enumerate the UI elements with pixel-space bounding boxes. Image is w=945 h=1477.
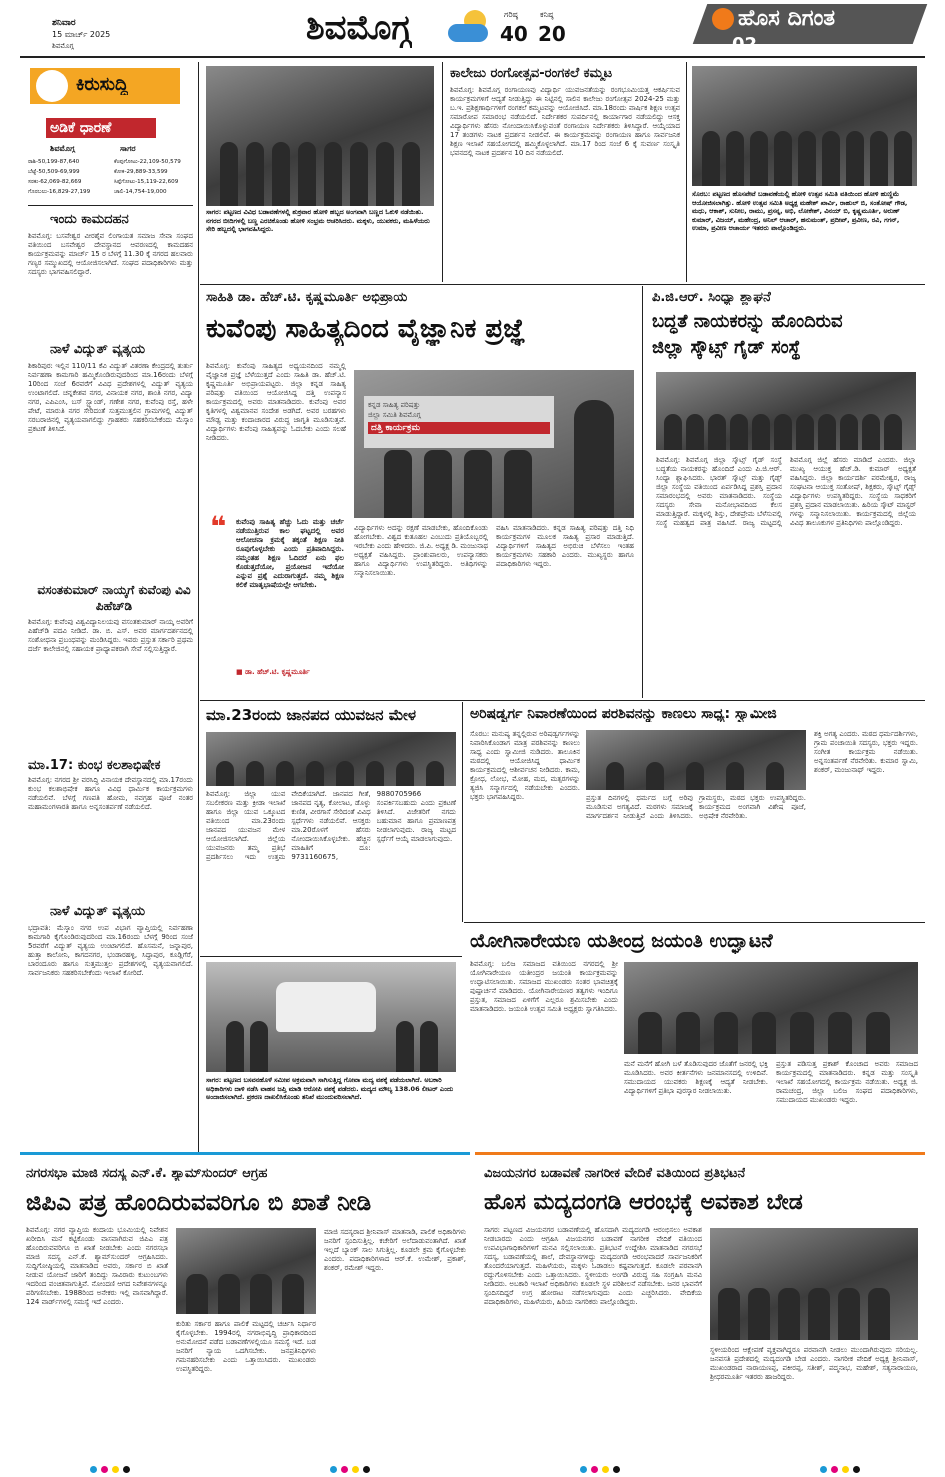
temp-max-label: ಗರಿಷ್ಠ <box>504 10 518 19</box>
scouts-headline-2: ಜಿಲ್ಲಾ ಸ್ಕೌಟ್ಸ್ ಗೈಡ್ ಸಂಸ್ಥೆ <box>652 337 801 358</box>
kuvempu-text2: ವಿದ್ಯಾರ್ಥಿಗಳು ಅದನ್ನು ರಕ್ಷಣೆ ಮಾಡಬೇಕು, ಹೊಂದಿಕೊಂಡು ಹೋಗಬೇಕು. ವಿಶ್ವದ ಕುತೂಹಲ ಎಂಬುದು ಪ್ರತಿಯೊಬ್ಬರಲ್ಲಿ ಇರಬೇಕು ಎಂದು ಹೇಳಿದರು. ಜಿ.ಪಿ. ಅಧ್ಯಕ್ಷ ಡಿ. ಮಂಜುನಾಥ ಅಧ್ಯಕ್ಷತೆ ವಹಿಸಿದ್ದರು. ಪ್ರಾಂಶುಪಾಲರು, ಉಪನ್ಯಾಸಕರು ಹಾಗೂ ವಿದ್ಯಾರ್ಥಿಗಳು ಉಪಸ್ಥಿತರಿದ್ದರು. ಅತಿಥಿಗಳನ್ನು ಸನ್ಮಾನಿಸಲಾಯಿತು. <box>354 524 488 577</box>
market-shimoga: ಶಿವಮೊಗ್ಗ <box>50 144 75 153</box>
seizure-photo <box>206 962 456 1072</box>
liquor-headline: ಹೊಸ ಮದ್ಯದಂಗಡಿ ಆರಂಭಕ್ಕೆ ಅವಕಾಶ ಬೇಡ <box>484 1190 803 1215</box>
price-row: ಸರಕು-62,069-82,669 <box>28 179 82 185</box>
seizure-caption: ಸಾಗರ: ಪಟ್ಟಣದ ಬಸವನಹೊಳೆ ಸಮೀಪ ಅಕ್ರಮವಾಗಿ ಸಾಗಿಸುತ್ತಿದ್ದ ಗೋವಾ ಮದ್ಯ ವಶಕ್ಕೆ ಪಡೆಯಲಾಗಿದೆ. ಅಬಕಾರಿ ಅಧಿಕಾರಿಗಳು ದಾಳಿ ನಡೆಸಿ ವಾಹನ ಜಪ್ತಿ ಮಾಡಿ ಆರೋಪಿ ವಶಕ್ಕೆ ಪಡೆದರು. ಮದ್ಯದ ಮೌಲ್ಯ 138.06 ಲೀಟರ್ ಎಂದು ಅಂದಾಜಿಸಲಾಗಿದೆ. ಪ್ರಕರಣ ದಾಖಲಿಸಿಕೊಂಡು ತನಿಖೆ ಮುಂದುವರಿಸಲಾಗಿದೆ. <box>206 1076 454 1101</box>
liquor-text1: ಸಾಗರ: ಪಟ್ಟಣದ ವಿಜಯನಗರ ಬಡಾವಣೆಯಲ್ಲಿ ಹೊಸದಾಗಿ ಮದ್ಯದಂಗಡಿ ಆರಂಭಿಸಲು ಅವಕಾಶ ನೀಡಬಾರದು ಎಂದು ಆಗ್ರಹಿಸಿ ವಿಜಯನಗರ ಬಡಾವಣೆ ನಾಗರೀಕ ವೇದಿಕೆ ವತಿಯಿಂದ ಉಪವಿಭಾಗಾಧಿಕಾರಿಗಳಿಗೆ ಮನವಿ ಸಲ್ಲಿಸಲಾಯಿತು. ಪ್ರತಿಭಟನೆ ಉದ್ದೇಶಿಸಿ ಮಾತನಾಡಿದ ನಗರಸಭೆ ಸದಸ್ಯ, ಬಡಾವಣೆಯಲ್ಲಿ ಶಾಲೆ, ದೇವಸ್ಥಾನಗಳಿದ್ದು ಮದ್ಯದಂಗಡಿ ಆರಂಭವಾದರೆ ಸಾರ್ವಜನಿಕರಿಗೆ ತೊಂದರೆಯಾಗುತ್ತದೆ. ಮಹಿಳೆಯರು, ಮಕ್ಕಳು ಓಡಾಡಲು ಕಷ್ಟವಾಗುತ್ತದೆ. ಕೂಡಲೇ ಪರವಾನಗಿ ರದ್ದುಗೊಳಿಸಬೇಕು ಎಂದು ಒತ್ತಾಯಿಸಿದರು. ಸ್ಥಳೀಯರು ಅಂಗಡಿ ವಿರುದ್ಧ ಸಹಿ ಸಂಗ್ರಹಿಸಿ ಮನವಿ ನೀಡಿದರು. ಅಬಕಾರಿ ಇಲಾಖೆ ಅಧಿಕಾರಿಗಳು ಕೂಡಲೇ ಸ್ಥಳ ಪರಿಶೀಲನೆ ನಡೆಸಬೇಕು. ಜನರ ಭಾವನೆಗೆ ಸ್ಪಂದಿಸದಿದ್ದರೆ ಉಗ್ರ ಹೋರಾಟ ನಡೆಸಲಾಗುವುದು ಎಂದು ಎಚ್ಚರಿಸಿದರು. ವೇದಿಕೆಯ ಪದಾಧಿಕಾರಿಗಳು, ಮಹಿಳೆಯರು, ಹಿರಿಯ ನಾಗರಿಕರು ಪಾಲ್ಗೊಂಡಿದ್ದರು. <box>484 1226 702 1306</box>
masthead-date: 15 ಮಾರ್ಚ್ 2025 <box>52 30 111 39</box>
market-sagara: ಸಾಗರ <box>120 144 136 153</box>
blue-divider <box>20 1152 470 1155</box>
brief2-text: ಶಿಕಾರಿಪುರ: ಇಲ್ಲಿನ 110/11 ಕೆವಿ ವಿದ್ಯುತ್ ವಿತರಣಾ ಕೇಂದ್ರದಲ್ಲಿ ತುರ್ತು ನಿರ್ವಹಣಾ ಕಾಮಗಾರಿ ಹಮ್ಮಿಕೊಂಡಿರುವುದರಿಂದ ಮಾ.16ರಂದು ಬೆಳಗ್ಗೆ 10ರಿಂದ ಸಂಜೆ 6ರವರೆಗೆ ವಿವಿಧ ಪ್ರದೇಶಗಳಲ್ಲಿ ವಿದ್ಯುತ್ ವ್ಯತ್ಯಯ ಉಂಟಾಗಲಿದೆ. ಚನ್ನಕೇಶವ ನಗರ, ವಿನಾಯಕ ನಗರ, ಶಾಂತಿ ನಗರ, ವಿದ್ಯಾ ನಗರ, ಎಪಿಎಂಸಿ, ಬಸ್ ಸ್ಟ್ಯಾಂಡ್, ಗಣೇಶ ನಗರ, ಕುವೆಂಪು ರಸ್ತೆ, ಹಳೇ ಪೇಟೆ, ಮಾರುತಿ ನಗರ ಸೇರಿದಂತೆ ಸುತ್ತಮುತ್ತಲಿನ ಗ್ರಾಮಗಳಲ್ಲಿ ವಿದ್ಯುತ್ ಸರಬರಾಜಿನಲ್ಲಿ ವ್ಯತ್ಯಯವಾಗಲಿದ್ದು ಗ್ರಾಹಕರು ಸಹಕರಿಸಬೇಕೆಂದು ಮೆಸ್ಕಾಂ ಪ್ರಕಟಣೆ ತಿಳಿಸಿದೆ. <box>28 362 193 433</box>
price-row: ಗೊರಬಲು-16,829-27,199 <box>28 189 91 195</box>
yogi-headline: ಯೋಗಿನಾರೇಯಣ ಯತೀಂದ್ರ ಜಯಂತಿ ಉದ್ಘಾಟನೆ <box>470 930 773 952</box>
registration-marks-mid <box>330 1458 380 1466</box>
ahankara-text1: ಸೊರಬ: ಮನುಷ್ಯ ತನ್ನಲ್ಲಿರುವ ಅರಿಷಡ್ವರ್ಗಗಳನ್ನು ನಿವಾರಿಸಿಕೊಂಡಾಗ ಮಾತ್ರ ಪರಶಿವನನ್ನು ಕಾಣಲು ಸಾಧ್ಯ ಎಂದು ಸ್ವಾಮೀಜಿ ನುಡಿದರು. ತಾಲೂಕಿನ ಮಠದಲ್ಲಿ ಆಯೋಜಿಸಿದ್ದ ಧಾರ್ಮಿಕ ಕಾರ್ಯಕ್ರಮದಲ್ಲಿ ಆಶೀರ್ವಚನ ನೀಡಿದರು. ಕಾಮ, ಕ್ರೋಧ, ಲೋಭ, ಮೋಹ, ಮದ, ಮತ್ಸರಗಳನ್ನು ತ್ಯಜಿಸಿ ಸನ್ಮಾರ್ಗದಲ್ಲಿ ನಡೆಯಬೇಕು ಎಂದರು. ಭಕ್ತರು ಭಾಗವಹಿಸಿದ್ದರು. <box>470 730 580 801</box>
khata-text2: ಕುರಿತು ಸರ್ಕಾರ ಹಾಗೂ ಪಾಲಿಕೆ ಮಟ್ಟದಲ್ಲಿ ಚರ್ಚಿಸಿ ನಿರ್ಧಾರ ಕೈಗೊಳ್ಳಬೇಕು. 1994ರಲ್ಲಿ ನಗರಾಭಿವೃದ್ಧಿ ಪ್ರಾಧಿಕಾರದಿಂದ ಅನುಮೋದನೆ ಪಡೆದ ಬಡಾವಣೆಗಳಲ್ಲಿಯೂ ಸಮಸ್ಯೆ ಇದೆ. ಬಡ ಜನರಿಗೆ ನ್ಯಾಯ ಒದಗಿಸಬೇಕು. ಜನಪ್ರತಿನಿಧಿಗಳು ಗಮನಹರಿಸಬೇಕು ಎಂದು ಒತ್ತಾಯಿಸಿದರು. ಮುಖಂಡರು ಉಪಸ್ಥಿತರಿದ್ದರು. <box>176 1320 316 1373</box>
scouts-headline-1: ಬದ್ಧತೆ ನಾಯಕರನ್ನು ಹೊಂದಿರುವ <box>652 311 843 332</box>
registration-marks-far-right <box>820 1458 870 1466</box>
temp-max: 40 <box>500 22 528 46</box>
brief5-title: ನಾಳೆ ವಿದ್ಯುತ್ ವ್ಯತ್ಯಯ <box>50 904 146 919</box>
paper-logo-icon <box>712 8 734 30</box>
khata-headline: ಜಿಪಿಎ ಪತ್ರ ಹೊಂದಿರುವವರಿಗೂ ಬಿ ಖಾತೆ ನೀಡಿ <box>26 1190 372 1216</box>
protest-photo <box>710 1228 918 1340</box>
brief2-title: ನಾಳೆ ವಿದ್ಯುತ್ ವ್ಯತ್ಯಯ <box>50 342 146 357</box>
sagara-prices <box>114 157 196 197</box>
masthead-day: ಶನಿವಾರ <box>52 18 76 28</box>
rangotsava-text: ಶಿವಮೊಗ್ಗ: ಶಿವಮೊಗ್ಗ ರಂಗಾಯಣವು ವಿದ್ಯಾರ್ಥಿ ಯುವಜನತೆಯನ್ನು ರಂಗಭೂಮಿಯತ್ತ ಆಕರ್ಷಿಸುವ ಕಾರ್ಯಕ್ರಮಗಳಿಗೆ ಆದ್ಯತೆ ನೀಡುತ್ತಿದ್ದು ಈ ನಿಟ್ಟಿನಲ್ಲಿ ಸಾಲಿನ ಕಾಲೇಜು ರಂಗೋತ್ಸವ 2024-25 ಮತ್ತು ಬ.ಇ. ಪ್ರಶಿಕ್ಷಣಾರ್ಥಿಗಳಿಗೆ ರಂಗಕಲೆ ಕಮ್ಮಟವನ್ನು ಆಯೋಜಿಸಿದೆ. ಮಾ.18ರಂದು ವಾರ್ಷಿಕ ಶಿಕ್ಷಣ ಉತ್ಸವ ಸಮಾರೋಪ ಸಮಾರಂಭ ನಡೆಯಲಿದೆ. ನಿರ್ದೇಶಕರ ಸುಪರ್ದಿನಲ್ಲಿ ಕಾರ್ಯಾಗಾರ ನಡೆಯಲಿದ್ದು ಆಸಕ್ತ ವಿದ್ಯಾರ್ಥಿಗಳು ಹೆಸರು ನೋಂದಾಯಿಸಿಕೊಳ್ಳುವಂತೆ ರಂಗಾಯಣ ನಿರ್ದೇಶಕರು ತಿಳಿಸಿದ್ದಾರೆ. ಆಯ್ಕೆಯಾದ 17 ತಂಡಗಳು ನಾಟಕ ಪ್ರದರ್ಶನ ನೀಡಲಿವೆ. ಈ ಕಾರ್ಯಕ್ರಮವನ್ನು ರಂಗಾಯಣ ಹಾಗೂ ಸಾರ್ವಜನಿಕ ಶಿಕ್ಷಣ ಇಲಾಖೆ ಸಹಯೋಗದಲ್ಲಿ ಹಮ್ಮಿಕೊಳ್ಳಲಾಗಿದೆ. ಮಾ.17 ರಿಂದ ಸಂಜೆ 6 ಕ್ಕೆ ಸುವರ್ಣ ಸಂಸ್ಕೃತಿ ಭವನದಲ್ಲಿ ನಾಟಕ ಪ್ರದರ್ಶನ 10 ದಿನ ನಡೆಯಲಿದೆ. <box>450 86 680 157</box>
banner-line3: ದತ್ತಿ ಕಾರ್ಯಕ್ರಮ <box>368 422 550 434</box>
press-meet-photo <box>176 1228 316 1314</box>
scouts-photo <box>656 372 916 450</box>
price-row: ಚಾಲಿ-14,754-19,000 <box>114 189 167 195</box>
ahankara-headline: ಅರಿಷಡ್ವರ್ಗ ನಿವಾರಣೆಯಿಂದ ಪರಶಿವನನ್ನು ಕಾಣಲು ಸಾಧ್ಯ: ಸ್ವಾಮೀಜಿ <box>470 706 777 722</box>
banner-line1: ಕನ್ನಡ ಸಾಹಿತ್ಯ ಪರಿಷತ್ತು <box>368 401 421 409</box>
brief5-text: ಭದ್ರಾವತಿ: ಮೆಸ್ಕಾಂ ನಗರ ಉಪ ವಿಭಾಗ ವ್ಯಾಪ್ತಿಯಲ್ಲಿ ನಿರ್ವಹಣಾ ಕಾಮಗಾರಿ ಕೈಗೊಂಡಿರುವುದರಿಂದ ಮಾ.16ರಂದು ಬೆಳಗ್ಗೆ 9ರಿಂದ ಸಂಜೆ 5ರವರೆಗೆ ವಿದ್ಯುತ್ ವ್ಯತ್ಯಯ ಉಂಟಾಗಲಿದೆ. ಹೊಸಮನೆ, ಜನ್ನಾಪುರ, ಹುತ್ತಾ ಕಾಲೋನಿ, ಕಾಗದನಗರ, ಭಂಡಾರಹಳ್ಳಿ, ಸಿದ್ಧಾಪುರ, ಕೂಡ್ಲಿಗೆರೆ, ಬಾರಂದೂರು ಹಾಗೂ ಸುತ್ತಮುತ್ತಲ ಪ್ರದೇಶಗಳಲ್ಲಿ ವ್ಯತ್ಯಯವಾಗಲಿದೆ. ಸಾರ್ವಜನಿಕರು ಸಹಕರಿಸಬೇಕೆಂದು ಇಲಾಖೆ ಕೋರಿದೆ. <box>28 924 193 977</box>
kirusuddi-label: ಕಿರುಸುದ್ದಿ <box>76 74 129 95</box>
quote-icon: ❝ <box>210 510 227 543</box>
khata-text1: ಶಿವಮೊಗ್ಗ: ನಗರ ವ್ಯಾಪ್ತಿಯ ಕಂದಾಯ ಭೂಮಿಯಲ್ಲಿ ನಿವೇಶನ ಖರೀದಿಸಿ ಮನೆ ಕಟ್ಟಿಕೊಂಡು ವಾಸವಾಗಿರುವ ಜಿಪಿಎ ಪತ್ರ ಹೊಂದಿರುವವರಿಗೂ ಬಿ ಖಾತೆ ನೀಡಬೇಕು ಎಂದು ನಗರಸಭಾ ಮಾಜಿ ಸದಸ್ಯ ಎನ್.ಕೆ. ಶ್ಯಾಮ್‌ಸುಂದರ್ ಆಗ್ರಹಿಸಿದರು. ಸುದ್ದಿಗೋಷ್ಠಿಯಲ್ಲಿ ಮಾತನಾಡಿದ ಅವರು, ಸರ್ಕಾರ ಬಿ ಖಾತೆ ನೀಡುವ ಯೋಜನೆ ಜಾರಿಗೆ ತಂದಿದ್ದು ಸಾವಿರಾರು ಕುಟುಂಬಗಳು ಇದರಿಂದ ವಂಚಿತವಾಗುತ್ತಿವೆ. ನೋಂದಣಿ ಆಗದ ನಿವೇಶನಗಳನ್ನೂ ಪರಿಗಣಿಸಬೇಕು. 1988ರಿಂದ ಅನೇಕರು ಇಲ್ಲಿ ವಾಸವಾಗಿದ್ದಾರೆ. 124 ವಾರ್ಡ್‌ಗಳಲ್ಲಿ ಸಮಸ್ಯೆ ಇದೆ ಎಂದರು. <box>26 1226 168 1306</box>
holi-sorab-caption: ಸೊರಬ: ಪಟ್ಟಣದ ಹೊಸಪೇಟೆ ಬಡಾವಣೆಯಲ್ಲಿ ಹೋಳಿ ಉತ್ಸವ ಸಮಿತಿ ವತಿಯಿಂದ ಹೋಳಿ ಹುಣ್ಣಿಮೆ ಆಯೋಜಿಸಲಾಗಿತ್ತು. ಹೋಳಿ ಉತ್ಸವ ಸಮಿತಿ ಅಧ್ಯಕ್ಷ ಮಹೇಶ್ ಖಾರ್ವಿ, ರಾಹುಲ್ ಬಿ, ಸಂತೋಷ್ ಗೌಡ, ಮಧು, ಆಕಾಶ್, ಸುನೀಲ, ರಾಮು, ಪ್ರಸನ್ನ, ಅಭಿ, ಲೋಕೇಶ್, ವಿನಯ್ ಬಿ, ಕೃಷ್ಣಮೂರ್ತಿ, ಅರುಣ್ ಕುಮಾರ್, ವಿಜಯ್, ಮಹೇಂದ್ರ, ಅನಿಲ್ ಆಚಾರ್, ಹನುಮಂತ್, ಪ್ರದೀಪ್, ಪ್ರವೀಣ, ರವಿ, ಗಗನ್, ಉಮಾ, ಪ್ರವೀಣ ಆಚಾರ್ಯ ಇತರರು ಪಾಲ್ಗೊಂಡಿದ್ದರು. <box>692 190 908 232</box>
kuvempu-kicker: ಸಾಹಿತಿ ಡಾ. ಹೆಚ್.ಟಿ. ಕೃಷ್ಣಮೂರ್ತಿ ಅಭಿಪ್ರಾಯ <box>206 290 408 305</box>
temp-min: 20 <box>538 22 566 46</box>
weather-icon <box>446 10 496 44</box>
quote-author: ■ ಡಾ. ಹೆಚ್.ಟಿ. ಕೃಷ್ಣಮೂರ್ತಿ <box>236 668 310 676</box>
holi-caption: ಸಾಗರ: ಪಟ್ಟಣದ ವಿವಿಧ ಬಡಾವಣೆಗಳಲ್ಲಿ ಶುಕ್ರವಾರ ಹೋಳಿ ಹಬ್ಬದ ಅಂಗವಾಗಿ ಬಣ್ಣದ ಓಕುಳಿ ನಡೆಯಿತು. ನಗರದ ಬೀದಿಗಳಲ್ಲಿ ಬಣ್ಣ ಎರಚಿಕೊಂಡು ಹೋಳಿ ಸಂಭ್ರಮ ಆಚರಿಸಿದರು. ಮಕ್ಕಳು, ಯುವಕರು, ಮಹಿಳೆಯರು ಸೇರಿ ಹಬ್ಬದಲ್ಲಿ ಭಾಗವಹಿಸಿದ್ದರು. <box>206 208 430 233</box>
ahankara-photo <box>586 730 806 790</box>
megaphone-icon <box>36 70 68 102</box>
yogi-text2: ಮನೆ ಮನೆಗೆ ಹೋಗಿ ಬಳೆ ತೊಡಿಸುವುದರ ಜೊತೆಗೆ ಜನರಲ್ಲಿ ಭಕ್ತಿ ಮೂಡಿಸಿದರು. ಅವರ ಕೀರ್ತನೆಗಳು ಜನಮಾನಸದಲ್ಲಿ ಉಳಿದಿವೆ. ಸಮುದಾಯದ ಯುವಕರು ಶಿಕ್ಷಣಕ್ಕೆ ಆದ್ಯತೆ ನೀಡಬೇಕು. ವಿದ್ಯಾರ್ಥಿಗಳಿಗೆ ಪ್ರತಿಭಾ ಪುರಸ್ಕಾರ ನೀಡಲಾಯಿತು. <box>624 1060 768 1095</box>
page-number: 02 <box>732 34 758 55</box>
brief1-title: ಇಂದು ಕಾಮದಹನ <box>50 212 129 227</box>
masthead-place: ಶಿವಮೊಗ್ಗ <box>52 42 74 50</box>
orange-divider <box>475 1152 925 1155</box>
banner-line2: ಜಿಲ್ಲಾ ಸಮಿತಿ ಶಿವಮೊಗ್ಗ <box>368 411 421 419</box>
rangotsava-title: ಕಾಲೇಜು ರಂಗೋತ್ಸವ-ರಂಗಕಲೆ ಕಮ್ಮಟ <box>450 66 613 81</box>
price-row: ಸಿಪ್ಪೆಗೋಟು-15,119-22,609 <box>114 179 179 185</box>
quote-author-name: ಡಾ. ಹೆಚ್.ಟಿ. ಕೃಷ್ಣಮೂರ್ತಿ <box>245 668 310 676</box>
khata-text3: ಮಾಜಿ ಸದಸ್ಯರಾದ ಶ್ರೀನಿವಾಸ್ ಮಾತನಾಡಿ, ಪಾಲಿಕೆ ಅಧಿಕಾರಿಗಳು ಜನರಿಗೆ ಸ್ಪಂದಿಸುತ್ತಿಲ್ಲ. ಕಚೇರಿಗೆ ಅಲೆದಾಡುವಂತಾಗಿದೆ. ಖಾತೆ ಇಲ್ಲದೆ ಬ್ಯಾಂಕ್ ಸಾಲ ಸಿಗುತ್ತಿಲ್ಲ. ಕೂಡಲೇ ಕ್ರಮ ಕೈಗೊಳ್ಳಬೇಕು ಎಂದರು. ಪದಾಧಿಕಾರಿಗಳಾದ ಆರ್.ಕೆ. ಉಮೇಶ್, ಪ್ರಕಾಶ್, ಶಂಕರ್, ರಮೇಶ್ ಇದ್ದರು. <box>324 1228 466 1272</box>
brief3-text: ಶಿವಮೊಗ್ಗ: ಕುವೆಂಪು ವಿಶ್ವವಿದ್ಯಾನಿಲಯವು ವಸಂತಕುಮಾರ್ ನಾಯ್ಕ ಅವರಿಗೆ ಪಿಹೆಚ್‌ಡಿ ಪದವಿ ನೀಡಿದೆ. ಡಾ. ಬಿ. ಎಸ್. ಅವರ ಮಾರ್ಗದರ್ಶನದಲ್ಲಿ ಸಂಶೋಧನಾ ಪ್ರಬಂಧವನ್ನು ಮಂಡಿಸಿದ್ದರು. ಇವರು ಪ್ರಸ್ತುತ ಸರ್ಕಾರಿ ಪ್ರಥಮ ದರ್ಜೆ ಕಾಲೇಜಿನಲ್ಲಿ ಸಹಾಯಕ ಪ್ರಾಧ್ಯಾಪಕರಾಗಿ ಸೇವೆ ಸಲ್ಲಿಸುತ್ತಿದ್ದಾರೆ. <box>28 618 193 653</box>
scouts-kicker: ಪಿ.ಜಿ.ಆರ್. ಸಿಂಧ್ಯಾ ಶ್ಲಾಘನೆ <box>652 290 771 305</box>
registration-marks-right <box>580 1458 630 1466</box>
liquor-text2: ಸ್ಥಳೀಯರಿಂದ ಆಕ್ಷೇಪಣೆ ವ್ಯಕ್ತವಾಗಿದ್ದರೂ ಪರವಾನಗಿ ನೀಡಲು ಮುಂದಾಗಿರುವುದು ಸರಿಯಲ್ಲ. ಜನವಸತಿ ಪ್ರದೇಶದಲ್ಲಿ ಮದ್ಯದಂಗಡಿ ಬೇಡ ಎಂದರು. ನಾಗರೀಕ ವೇದಿಕೆ ಅಧ್ಯಕ್ಷ ಶ್ರೀನಿವಾಸ್, ಮುಖಂಡರಾದ ನಾರಾಯಣಪ್ಪ, ಪಕೀರಪ್ಪ, ಸತೀಶ್, ಪದ್ಮನಾಭ, ಮಹೇಶ್, ಸತ್ಯನಾರಾಯಣ, ಶ್ರೀಧರಮೂರ್ತಿ ಇತರರು ಹಾಜರಿದ್ದರು. <box>710 1346 918 1381</box>
liquor-kicker: ವಿಜಯನಗರ ಬಡಾವಣೆ ನಾಗರೀಕ ವೇದಿಕೆ ವತಿಯಿಂದ ಪ್ರತಿಭಟನೆ <box>484 1166 746 1181</box>
masthead-rule <box>20 56 925 58</box>
temp-min-label: ಕನಿಷ್ಠ <box>540 10 554 19</box>
ahankara-text2: ಪ್ರಸ್ತುತ ದಿನಗಳಲ್ಲಿ ಧರ್ಮದ ಬಗ್ಗೆ ಅರಿವು ಮೂಡಿಸುವ ಅಗತ್ಯವಿದೆ. ಮಠಗಳು ಸಮಾಜಕ್ಕೆ ಮಾರ್ಗದರ್ಶನ ನೀಡುತ್ತಿವೆ ಎಂದು ತಿಳಿಸಿದರು. ಗ್ರಾಮಸ್ಥರು, ಮಠದ ಭಕ್ತರು ಉಪಸ್ಥಿತರಿದ್ದರು. ಕಾರ್ಯಕ್ರಮದ ಅಂಗವಾಗಿ ವಿಶೇಷ ಪೂಜೆ, ಅಭಿಷೇಕ ನೆರವೇರಿತು. <box>586 794 806 820</box>
price-row: ಕೆಂಪುಗೋಟು-22,109-50,579 <box>114 159 181 165</box>
price-row: ಬೆಟ್ಟೆ-50,509-69,999 <box>28 169 80 175</box>
brief4-title: ಮಾ.17: ಕುಂಭ ಕಲಶಾಭಿಷೇಕ <box>28 758 161 773</box>
scouts-text: ಶಿವಮೊಗ್ಗ: ಶಿವಮೊಗ್ಗ ಜಿಲ್ಲಾ ಸ್ಕೌಟ್ಸ್ ಗೈಡ್ ಸಂಸ್ಥೆ ಬದ್ಧತೆಯ ನಾಯಕರನ್ನು ಹೊಂದಿದೆ ಎಂದು ಪಿ.ಜಿ.ಆರ್. ಸಿಂಧ್ಯಾ ಶ್ಲಾಘಿಸಿದರು. ಭಾರತ್ ಸ್ಕೌಟ್ಸ್ ಮತ್ತು ಗೈಡ್ಸ್ ಜಿಲ್ಲಾ ಸಂಸ್ಥೆಯ ವತಿಯಿಂದ ಏರ್ಪಡಿಸಿದ್ದ ಪ್ರಶಸ್ತಿ ಪ್ರದಾನ ಸಮಾರಂಭದಲ್ಲಿ ಅವರು ಮಾತನಾಡಿದರು. ಸಂಸ್ಥೆಯ ಸದಸ್ಯರು ಸೇವಾ ಮನೋಭಾವದಿಂದ ಕೆಲಸ ಮಾಡುತ್ತಿದ್ದಾರೆ. ಮಕ್ಕಳಲ್ಲಿ ಶಿಸ್ತು, ದೇಶಪ್ರೇಮ ಬೆಳೆಸುವಲ್ಲಿ ಸಂಸ್ಥೆ ಮಹತ್ವದ ಪಾತ್ರ ವಹಿಸಿದೆ. ರಾಜ್ಯ ಮಟ್ಟದಲ್ಲಿ ಶಿವಮೊಗ್ಗ ಜಿಲ್ಲೆ ಹೆಸರು ಮಾಡಿದೆ ಎಂದರು. ಜಿಲ್ಲಾ ಮುಖ್ಯ ಆಯುಕ್ತ ಹೆಚ್.ಡಿ. ಕುಮಾರ್ ಅಧ್ಯಕ್ಷತೆ ವಹಿಸಿದ್ದರು. ಜಿಲ್ಲಾ ಕಾರ್ಯದರ್ಶಿ ಪರಮೇಶ್ವರ, ರಾಜ್ಯ ಸಂಘಟನಾ ಆಯುಕ್ತ ಸಂತೋಷ್, ಶಿಕ್ಷಕರು, ಸ್ಕೌಟ್ಸ್ ಗೈಡ್ಸ್ ವಿದ್ಯಾರ್ಥಿಗಳು ಉಪಸ್ಥಿತರಿದ್ದರು. ಸಂಸ್ಥೆಯ ಸಾಧಕರಿಗೆ ಪ್ರಶಸ್ತಿ ಪ್ರದಾನ ಮಾಡಲಾಯಿತು. ಹಿರಿಯ ಸ್ಕೌಟ್ ಮಾಸ್ಟರ್ ಗಳನ್ನು ಸನ್ಮಾನಿಸಲಾಯಿತು. ಕಾರ್ಯಕ್ರಮದಲ್ಲಿ ಜಿಲ್ಲೆಯ ವಿವಿಧ ತಾಲೂಕುಗಳ ಪ್ರತಿನಿಧಿಗಳು ಪಾಲ್ಗೊಂಡಿದ್ದರು. <box>656 456 916 527</box>
yogi-photo <box>624 962 918 1054</box>
kuvempu-text1: ಶಿವಮೊಗ್ಗ: ಕುವೆಂಪು ಸಾಹಿತ್ಯದ ಅಧ್ಯಯನದಿಂದ ನಮ್ಮಲ್ಲಿ ವೈಜ್ಞಾನಿಕ ಪ್ರಜ್ಞೆ ಬೆಳೆಯುತ್ತದೆ ಎಂದು ಸಾಹಿತಿ ಡಾ. ಹೆಚ್.ಟಿ. ಕೃಷ್ಣಮೂರ್ತಿ ಅಭಿಪ್ರಾಯಪಟ್ಟರು. ಜಿಲ್ಲಾ ಕನ್ನಡ ಸಾಹಿತ್ಯ ಪರಿಷತ್ತು ವತಿಯಿಂದ ಆಯೋಜಿಸಿದ್ದ ದತ್ತಿ ಉಪನ್ಯಾಸ ಕಾರ್ಯಕ್ರಮದಲ್ಲಿ ಅವರು ಮಾತನಾಡಿದರು. ಕುವೆಂಪು ಅವರ ಕೃತಿಗಳಲ್ಲಿ ವಿಶ್ವಮಾನವ ಸಂದೇಶ ಅಡಗಿದೆ. ಅವರ ಬರಹಗಳು ಮೌಢ್ಯ ಮತ್ತು ಕಂದಾಚಾರದ ವಿರುದ್ಧ ಜಾಗೃತಿ ಮೂಡಿಸುತ್ತವೆ. ವಿದ್ಯಾರ್ಥಿಗಳು ಕುವೆಂಪು ಸಾಹಿತ್ಯವನ್ನು ಓದಬೇಕು ಎಂದು ಸಲಹೆ ನೀಡಿದರು. <box>206 362 346 442</box>
kuvempu-headline: ಕುವೆಂಪು ಸಾಹಿತ್ಯದಿಂದ ವೈಜ್ಞಾನಿಕ ಪ್ರಜ್ಞೆ <box>206 314 526 344</box>
adike-title: ಅಡಿಕೆ ಧಾರಣೆ <box>46 118 156 138</box>
city-title: ಶಿವಮೊಗ್ಗ <box>306 8 412 48</box>
registration-marks-left <box>90 1458 140 1466</box>
shimoga-prices <box>28 157 116 197</box>
holi-photo <box>206 66 434 206</box>
janapada-headline: ಮಾ.23ರಂದು ಜಾನಪದ ಯುವಜನ ಮೇಳ <box>206 706 417 724</box>
janapada-text: ಶಿವಮೊಗ್ಗ: ಜಿಲ್ಲಾ ಯುವ ಸಬಲೀಕರಣ ಮತ್ತು ಕ್ರೀಡಾ ಇಲಾಖೆ ಹಾಗೂ ಜಿಲ್ಲಾ ಯುವ ಒಕ್ಕೂಟದ ವತಿಯಿಂದ ಮಾ.23ರಂದು ಜಾನಪದ ಯುವಜನ ಮೇಳ ಆಯೋಜಿಸಲಾಗಿದೆ. ಜಿಲ್ಲೆಯ ಯುವಜನರು ತಮ್ಮ ಪ್ರತಿಭೆ ಪ್ರದರ್ಶಿಸಲು ಇದು ಉತ್ತಮ ವೇದಿಕೆಯಾಗಿದೆ. ಜಾನಪದ ಗೀತೆ, ಜಾನಪದ ನೃತ್ಯ, ಕೋಲಾಟ, ಡೊಳ್ಳು ಕುಣಿತ, ವೀರಗಾಸೆ ಸೇರಿದಂತೆ ವಿವಿಧ ಸ್ಪರ್ಧೆಗಳು ನಡೆಯಲಿವೆ. ಆಸಕ್ತರು ಮಾ.20ರೊಳಗೆ ಹೆಸರು ನೋಂದಾಯಿಸಿಕೊಳ್ಳಬೇಕು. ಹೆಚ್ಚಿನ ಮಾಹಿತಿಗೆ ದೂ: 9731160675, 9880705966 ಸಂಪರ್ಕಿಸಬಹುದು ಎಂದು ಪ್ರಕಟಣೆ ತಿಳಿಸಿದೆ. ವಿಜೇತರಿಗೆ ನಗದು ಬಹುಮಾನ ಹಾಗೂ ಪ್ರಮಾಣಪತ್ರ ನೀಡಲಾಗುವುದು. ರಾಜ್ಯ ಮಟ್ಟದ ಸ್ಪರ್ಧೆಗೆ ಆಯ್ಕೆ ಮಾಡಲಾಗುವುದು. <box>206 790 456 861</box>
holi-sorab-photo <box>692 66 917 186</box>
brief1-text: ಶಿವಮೊಗ್ಗ: ಬಸವೇಶ್ವರ ವೀರಶೈವ ಲಿಂಗಾಯತ ಸಮಾಜ ಸೇವಾ ಸಂಘದ ವತಿಯಿಂದ ಬಸವೇಶ್ವರ ದೇವಸ್ಥಾನದ ಆವರಣದಲ್ಲಿ ಕಾಮದಹನ ಕಾರ್ಯಕ್ರಮವನ್ನು ಮಾರ್ಚ್ 15 ರ ಬೆಳಗ್ಗೆ 11.30 ಕ್ಕೆ ನಗರದ ಹಲವಾರು ಗಣ್ಯರ ಸಮ್ಮುಖದಲ್ಲಿ ಆಯೋಜಿಸಲಾಗಿದೆ. ಸಂಘದ ಪದಾಧಿಕಾರಿಗಳು ಮತ್ತು ಸದಸ್ಯರು ಭಾಗವಹಿಸಲಿದ್ದಾರೆ. <box>28 232 193 276</box>
khata-kicker: ನಗರಸಭಾ ಮಾಜಿ ಸದಸ್ಯ ಎನ್.ಕೆ. ಶ್ಯಾಮ್‌ಸುಂದರ್ ಆಗ್ರಹ <box>26 1166 268 1181</box>
janapada-photo <box>206 732 456 786</box>
brief4-text: ಶಿವಮೊಗ್ಗ: ನಗರದ ಶ್ರೀ ವರಸಿದ್ಧಿ ವಿನಾಯಕ ದೇವಸ್ಥಾನದಲ್ಲಿ ಮಾ.17ರಂದು ಕುಂಭ ಕಲಶಾಭಿಷೇಕ ಹಾಗೂ ವಿವಿಧ ಧಾರ್ಮಿಕ ಕಾರ್ಯಕ್ರಮಗಳು ನಡೆಯಲಿವೆ. ಬೆಳಗ್ಗೆ ಗಣಪತಿ ಹೋಮ, ನವಗ್ರಹ ಪೂಜೆ ನಂತರ ಮಹಾಮಂಗಳಾರತಿ ಹಾಗೂ ಅನ್ನಸಂತರ್ಪಣೆ ನಡೆಯಲಿದೆ. <box>28 776 193 811</box>
kuvempu-text3: ವಹಿಸಿ ಮಾತನಾಡಿದರು. ಕನ್ನಡ ಸಾಹಿತ್ಯ ಪರಿಷತ್ತು ದತ್ತಿ ನಿಧಿ ಕಾರ್ಯಕ್ರಮಗಳ ಮೂಲಕ ಸಾಹಿತ್ಯ ಪ್ರಸಾರ ಮಾಡುತ್ತಿದೆ. ವಿದ್ಯಾರ್ಥಿಗಳಿಗೆ ಸಾಹಿತ್ಯದ ಅಭಿರುಚಿ ಬೆಳೆಸಲು ಇಂತಹ ಕಾರ್ಯಕ್ರಮಗಳು ಸಹಕಾರಿ ಎಂದರು. ಮುಖ್ಯಸ್ಥರು ಹಾಗೂ ಪದಾಧಿಕಾರಿಗಳು ಇದ್ದರು. <box>496 524 634 568</box>
kuvempu-photo <box>354 370 634 518</box>
kuvempu-quote: ಕುವೆಂಪು ಸಾಹಿತ್ಯ ಹೆಚ್ಚು ಓದು ಮತ್ತು ಚರ್ಚೆ ನಡೆಯುತ್ತಿರುವ ಕಾಲ ಘಟ್ಟದಲ್ಲಿ ಅವರ ಆಲೋಚನಾ ಕ್ರಮಕ್ಕೆ ತಕ್ಕಂತೆ ಶಿಕ್ಷಣ ನೀತಿ ರೂಪುಗೊಳ್ಳಬೇಕು ಎಂದು ಪ್ರತಿಪಾದಿಸಿದ್ದರು. ನಮ್ಮಂತಹ ಶಿಕ್ಷಣ ಓದಿದರೆ ಏನು ಫಲ ಕೊಡುತ್ತದೆಯೋ, ಪ್ರಯೋಜನ ಇದೆಯೋ ಎನ್ನುವ ಪ್ರಶ್ನೆ ಎದುರಾಗುತ್ತದೆ. ನಮ್ಮ ಶಿಕ್ಷಣ ಕಲಿಕೆ ಮಾತೃಭಾಷೆಯಲ್ಲೇ ಆಗಬೇಕು. <box>236 518 344 589</box>
price-row: ರಾಶಿ-50,199-87,640 <box>28 159 80 165</box>
price-row: ಕೋಕ-29,889-33,599 <box>114 169 168 175</box>
paper-name: ಹೊಸ ದಿಗಂತ <box>738 6 836 31</box>
ahankara-text3: ಶಕ್ತಿ ಅಗತ್ಯ ಎಂದರು. ಮಠದ ಧರ್ಮದರ್ಶಿಗಳು, ಗ್ರಾಮ ಪಂಚಾಯಿತಿ ಸದಸ್ಯರು, ಭಕ್ತರು ಇದ್ದರು. ಸಂಗೀತ ಕಾರ್ಯಕ್ರಮ ನಡೆಯಿತು. ಅನ್ನಸಂತರ್ಪಣೆ ನೆರವೇರಿತು. ಕುಮಾರ ಸ್ವಾಮಿ, ಶಂಕರ್, ಮಂಜುನಾಥ್ ಇದ್ದರು. <box>814 730 918 774</box>
yogi-text3: ಪ್ರಸ್ತುತ ಪಡಿಸುತ್ತ ಪ್ರಕಾಶ್ ಕೊಂಚಾದ ಅವರು ಸಮಾಜದ ಕಾರ್ಯಕ್ರಮದಲ್ಲಿ ಮಾತನಾಡಿದರು. ಕನ್ನಡ ಮತ್ತು ಸಂಸ್ಕೃತಿ ಇಲಾಖೆ ಸಹಯೋಗದಲ್ಲಿ ಕಾರ್ಯಕ್ರಮ ನಡೆಯಿತು. ಅಧ್ಯಕ್ಷ ಜಿ. ರಾಮಚಂದ್ರ, ಜಿಲ್ಲಾ ಬಲಿಜ ಸಂಘದ ಪದಾಧಿಕಾರಿಗಳು, ಸಮುದಾಯದ ಮುಖಂಡರು ಇದ್ದರು. <box>776 1060 918 1104</box>
brief3-title: ವಸಂತಕುಮಾರ್ ನಾಯ್ಕಗೆ ಕುವೆಂಪು ವಿವಿ ಪಿಹೆಚ್‌ಡಿ <box>37 583 191 613</box>
yogi-text1: ಶಿವಮೊಗ್ಗ: ಬಲಿಜ ಸಮಾಜದ ವತಿಯಿಂದ ನಗರದಲ್ಲಿ ಶ್ರೀ ಯೋಗಿನಾರೇಯಣ ಯತೀಂದ್ರರ ಜಯಂತಿ ಕಾರ್ಯಕ್ರಮವನ್ನು ಉದ್ಘಾಟಿಸಲಾಯಿತು. ಸಮಾಜದ ಮುಖಂಡರು ಸಂತರ ಭಾವಚಿತ್ರಕ್ಕೆ ಪುಷ್ಪಾರ್ಚನೆ ಮಾಡಿದರು. ಯೋಗಿನಾರೇಯಣರ ತತ್ವಗಳು ಇಂದಿಗೂ ಪ್ರಸ್ತುತ, ಸಮಾಜದ ಏಳಿಗೆಗೆ ಎಲ್ಲರೂ ಶ್ರಮಿಸಬೇಕು ಎಂದು ಮಾತನಾಡಿದರು. ಜಯಂತಿ ಉತ್ಸವ ಸಮಿತಿ ಅಧ್ಯಕ್ಷರು ಸ್ವಾಗತಿಸಿದರು. <box>470 960 618 1013</box>
